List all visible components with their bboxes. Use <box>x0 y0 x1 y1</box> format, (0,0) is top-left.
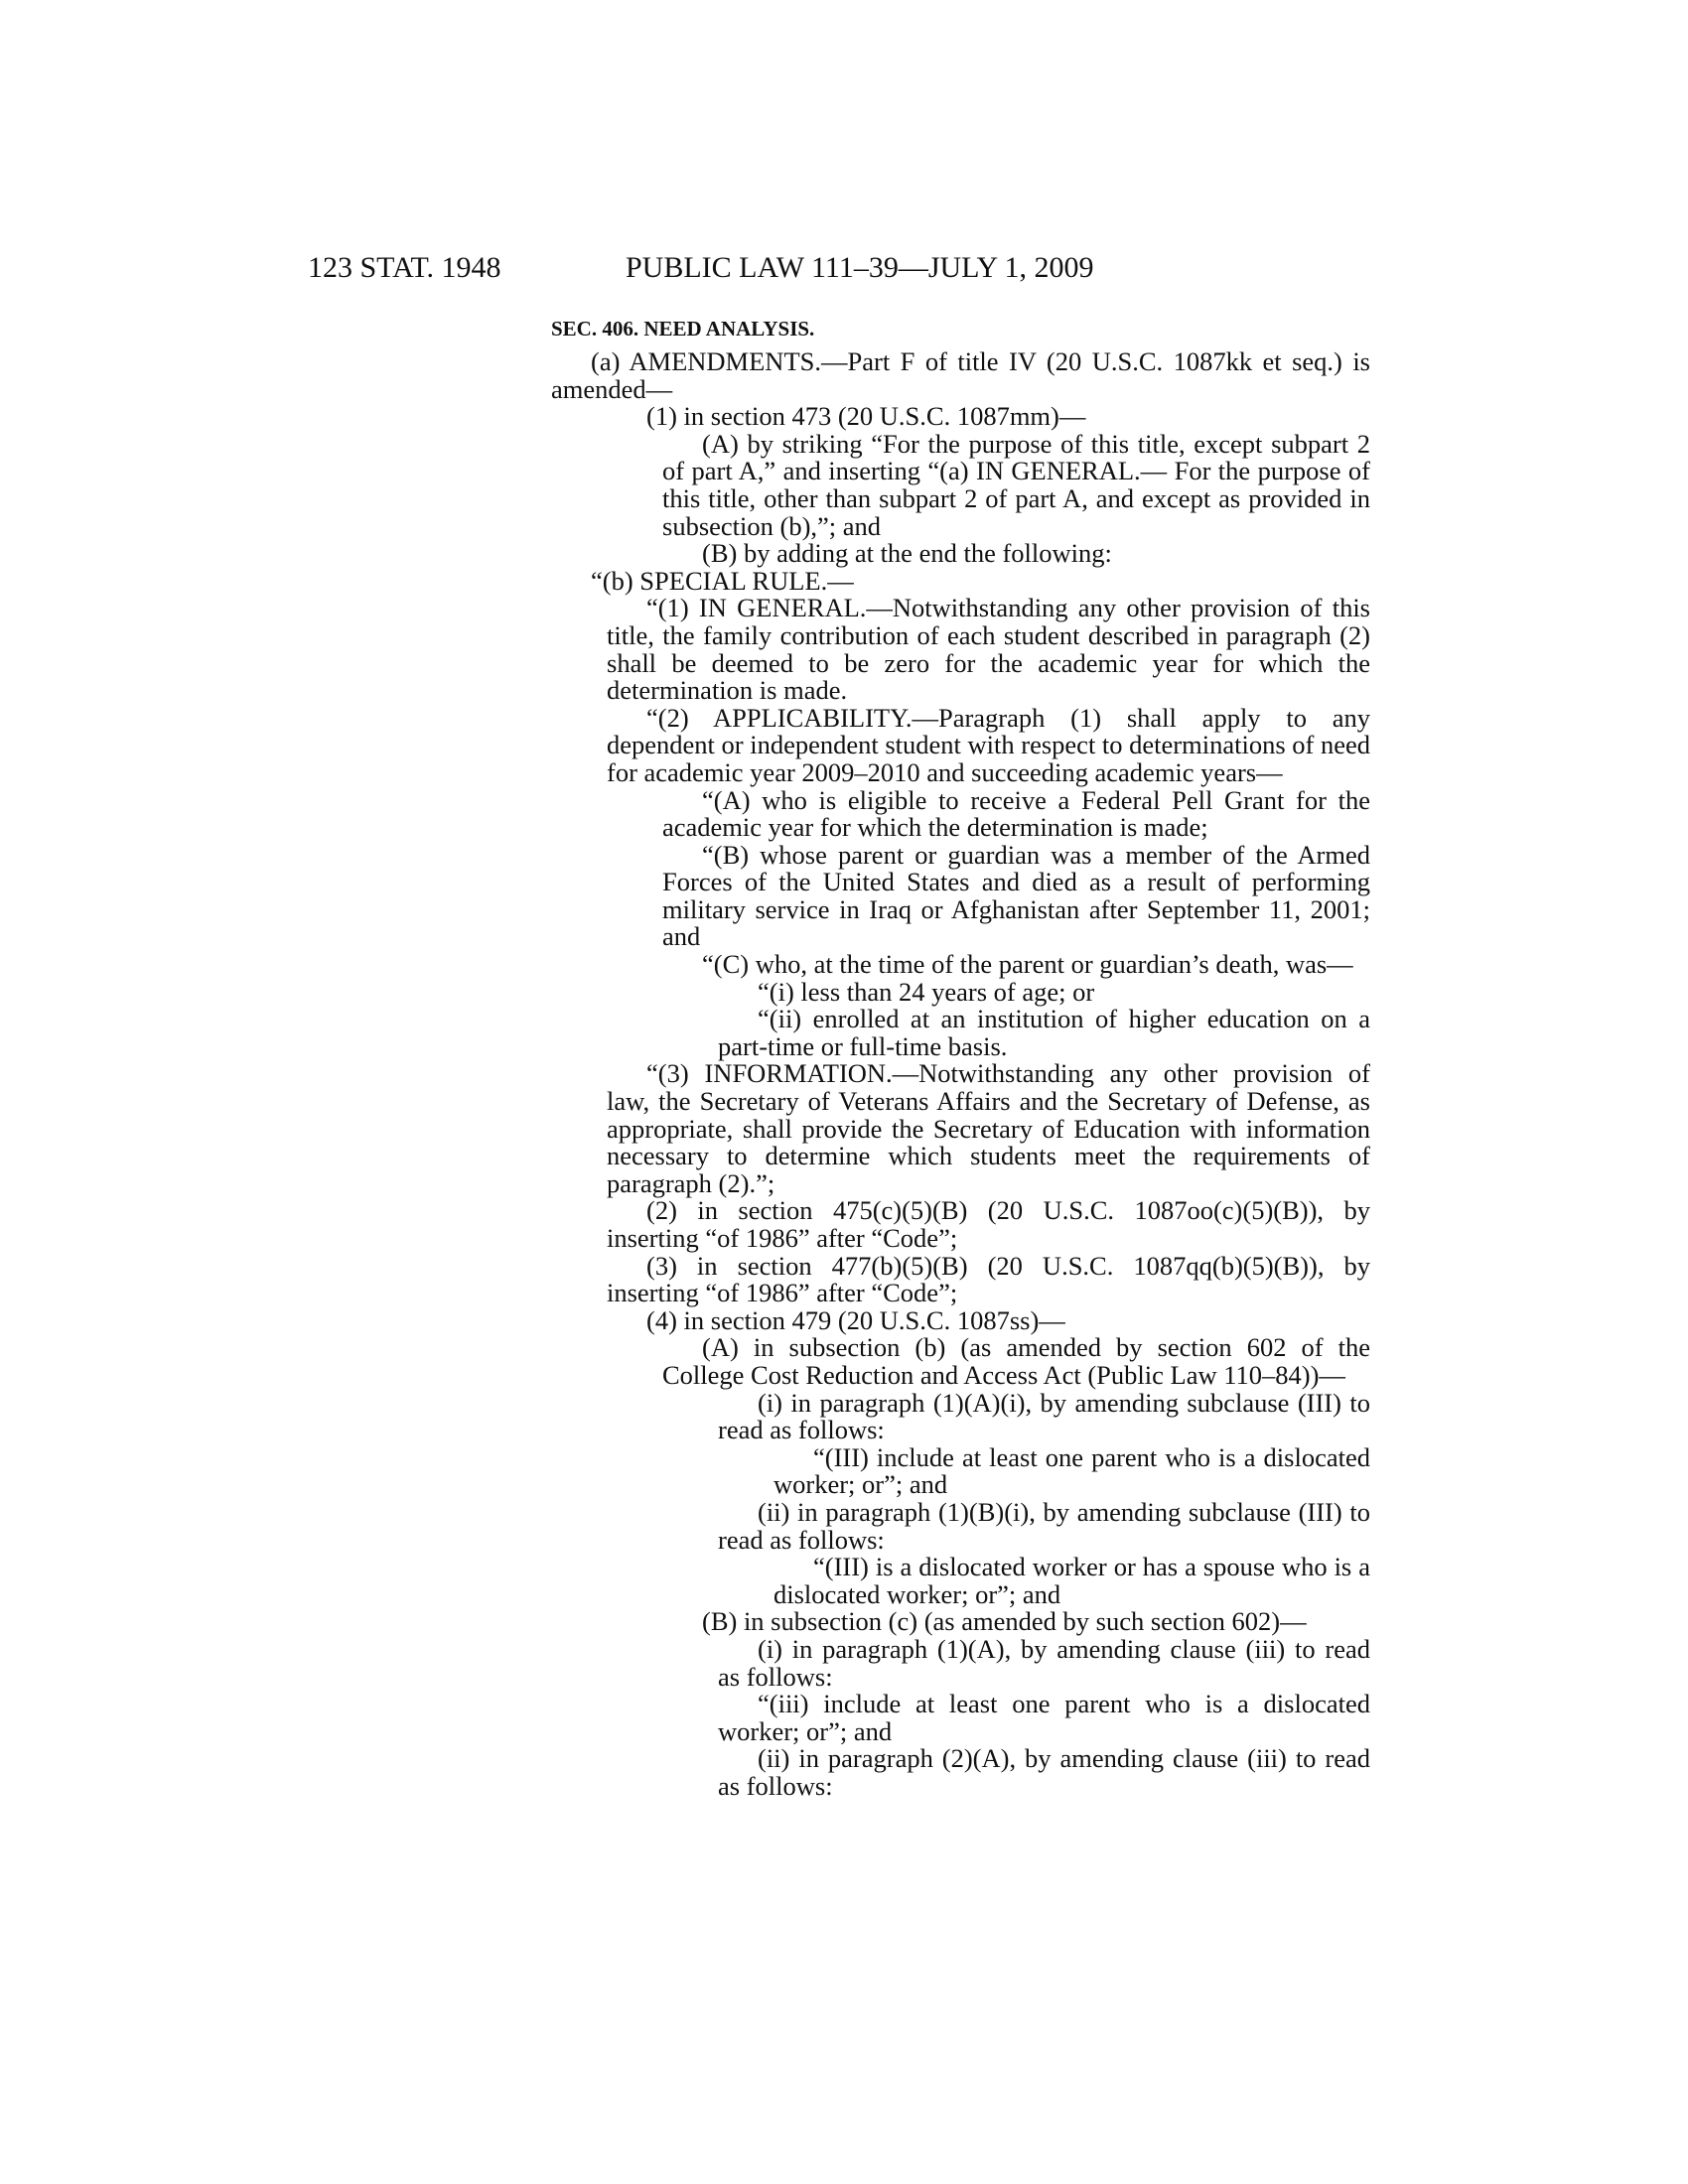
paragraph-list <box>551 348 1370 1800</box>
paragraph: “(i) less than 24 years of age; or <box>758 976 1095 1007</box>
paragraph: “(b) SPECIAL RULE.— <box>591 565 854 596</box>
statute-page-number: 123 STAT. 1948 <box>308 251 501 284</box>
paragraph: (3) in section 477(b)(5)(B) (20 U.S.C. 1087qq(b)(5)(B)), by inserting “of 1986” after “Code”; <box>607 1250 1370 1308</box>
paragraph: “(C) who, at the time of the parent or guardian’s death, was— <box>702 949 1353 980</box>
paragraph: (A) by striking “For the purpose of this title, except subpart 2 of part A,” and inserting “(a) IN GENERAL.— For the purpose of this title, other than subpart 2 of part A, and except as provided in subsection (b),”; and <box>662 428 1370 541</box>
paragraph: (i) in paragraph (1)(A), by amending clause (iii) to read as follows: <box>718 1633 1370 1692</box>
paragraph: “(3) INFORMATION.—Notwithstanding any other provision of law, the Secretary of Veterans Affairs and the Secretary of Defense, as appropriate, shall provide the Secretary of Education with information necessary to determine which students meet the requirements of paragraph (2).”; <box>607 1058 1370 1198</box>
paragraph: (a) AMENDMENTS.—Part F of title IV (20 U.S.C. 1087kk et seq.) is amended— <box>551 346 1370 404</box>
paragraph: (B) by adding at the end the following: <box>702 538 1112 569</box>
paragraph: “(1) IN GENERAL.—Notwithstanding any other provision of this title, the family contribution of each student described in paragraph (2) shall be deemed to be zero for the academic year for which the determination is made. <box>607 593 1370 706</box>
paragraph: “(ii) enrolled at an institution of higher education on a part-time or full-time basis. <box>718 1004 1370 1061</box>
section-heading: SEC. 406. NEED ANALYSIS. <box>551 317 815 341</box>
paragraph: (A) in subsection (b) (as amended by section 602 of the College Cost Reduction and Access Act (Public Law 110–84))— <box>662 1332 1370 1390</box>
paragraph: (B) in subsection (c) (as amended by such section 602)— <box>702 1606 1307 1637</box>
paragraph: (ii) in paragraph (2)(A), by amending clause (iii) to read as follows: <box>718 1743 1370 1801</box>
public-law-title: PUBLIC LAW 111–39—JULY 1, 2009 <box>626 251 1094 284</box>
paragraph: (i) in paragraph (1)(A)(i), by amending subclause (III) to read as follows: <box>718 1387 1370 1445</box>
paragraph: “(III) include at least one parent who is a dislocated worker; or”; and <box>774 1441 1370 1500</box>
paragraph: “(2) APPLICABILITY.—Paragraph (1) shall apply to any dependent or independent student with respect to determinations of need for academic year 2009–2010 and succeeding academic years— <box>607 702 1371 787</box>
paragraph: “(III) is a dislocated worker or has a spouse who is a dislocated worker; or”; and <box>774 1552 1370 1609</box>
paragraph: (4) in section 479 (20 U.S.C. 1087ss)— <box>646 1304 1065 1335</box>
document-body <box>551 316 1370 1800</box>
paragraph: “(A) who is eligible to receive a Federal Pell Grant for the academic year for which the determination is made; <box>662 784 1370 843</box>
page-header <box>308 248 1378 288</box>
paragraph: (ii) in paragraph (1)(B)(i), by amending subclause (III) to read as follows: <box>718 1496 1370 1555</box>
paragraph: (1) in section 473 (20 U.S.C. 1087mm)— <box>646 401 1086 432</box>
paragraph: “(B) whose parent or guardian was a member of the Armed Forces of the United States and died as a result of performing military service in Iraq or Afghanistan after September 11, 2001; and <box>662 839 1370 952</box>
paragraph: “(iii) include at least one parent who is a dislocated worker; or”; and <box>718 1689 1370 1746</box>
paragraph: (2) in section 475(c)(5)(B) (20 U.S.C. 1087oo(c)(5)(B)), by inserting “of 1986” after “Code”; <box>607 1195 1370 1253</box>
